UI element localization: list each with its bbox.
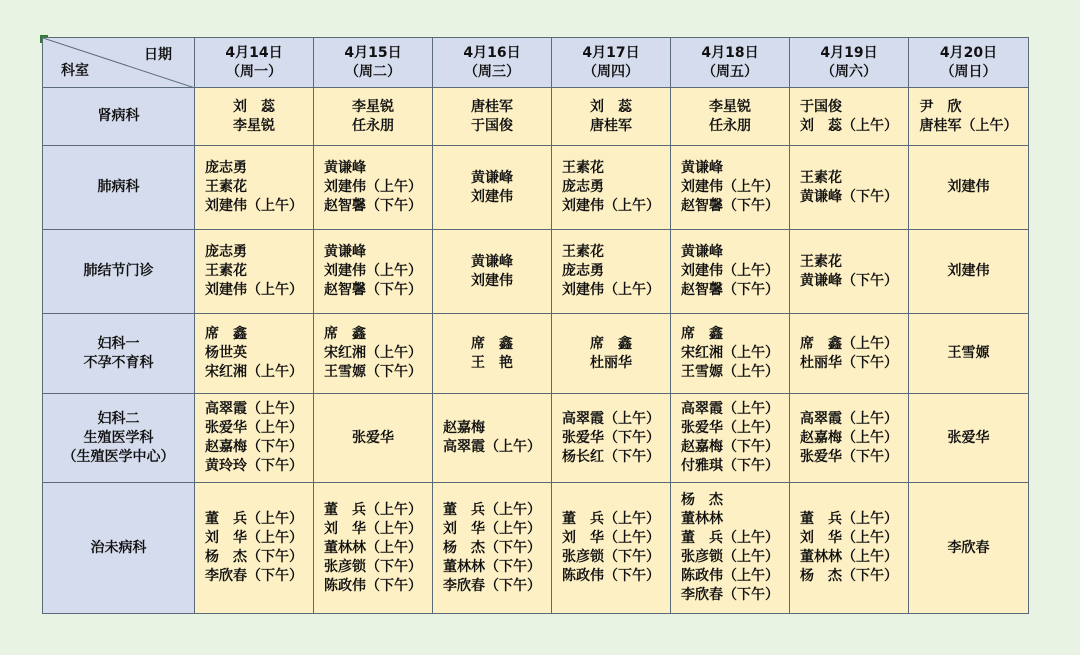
day-weekday: （周日） bbox=[940, 63, 997, 80]
schedule-cell bbox=[909, 314, 1029, 394]
doctor-list: 黄谦峰 刘建伟（上午） 赵智馨（下午） bbox=[681, 244, 779, 298]
doctor-list: 刘 蕊 李星锐 bbox=[233, 98, 275, 134]
dept-cell bbox=[43, 394, 195, 483]
day-header bbox=[671, 38, 790, 88]
schedule-cell bbox=[552, 483, 671, 614]
dept-name: 肾病科 bbox=[97, 108, 140, 124]
doctor-list: 刘 蕊 唐桂军 bbox=[590, 98, 632, 134]
schedule-cell bbox=[909, 483, 1029, 614]
schedule-cell bbox=[195, 314, 314, 394]
doctor-list: 席 鑫 宋红湘（上午） 王雪嫄（上午） bbox=[681, 326, 779, 380]
doctor-list: 刘建伟 bbox=[947, 263, 990, 279]
schedule-cell bbox=[790, 230, 909, 314]
schedule-cell bbox=[433, 230, 552, 314]
doctor-list: 席 鑫 杨世英 宋红湘（上午） bbox=[205, 326, 303, 380]
day-header bbox=[433, 38, 552, 88]
schedule-cell bbox=[314, 230, 433, 314]
schedule-cell bbox=[195, 394, 314, 483]
table-row bbox=[43, 483, 1029, 614]
doctor-list: 王素花 庞志勇 刘建伟（上午） bbox=[562, 244, 660, 298]
doctor-list: 赵嘉梅 高翠霞（上午） bbox=[443, 420, 541, 455]
dept-cell bbox=[43, 314, 195, 394]
day-weekday: （周二） bbox=[345, 63, 401, 80]
schedule-cell bbox=[790, 483, 909, 614]
dept-name: 妇科一 不孕不育科 bbox=[83, 335, 154, 371]
schedule-cell bbox=[433, 146, 552, 230]
doctor-list: 黄谦峰 刘建伟（上午） 赵智馨（下午） bbox=[324, 160, 422, 214]
day-date: 4月19日 bbox=[820, 44, 878, 61]
day-date: 4月14日 bbox=[225, 44, 283, 61]
doctor-list: 高翠霞（上午） 张爱华（下午） 杨长红（下午） bbox=[562, 410, 660, 465]
doctor-list: 张爱华 bbox=[352, 429, 394, 446]
schedule-cell bbox=[671, 483, 790, 614]
corner-dept-label: 科室 bbox=[61, 63, 89, 79]
day-date: 4月20日 bbox=[939, 44, 998, 61]
doctor-list: 董 兵（上午） 刘 华（上午） 董林林（上午） 杨 杰（下午） bbox=[800, 511, 898, 584]
doctor-list: 董 兵（上午） 刘 华（上午） 杨 杰（下午） 李欣春（下午） bbox=[205, 511, 303, 584]
schedule-cell bbox=[671, 394, 790, 483]
schedule-cell bbox=[314, 483, 433, 614]
doctor-list: 董 兵（上午） 刘 华（上午） 董林林（上午） 张彦锁（下午） 陈政伟（下午） bbox=[324, 501, 422, 594]
dept-name: 肺病科 bbox=[97, 179, 140, 195]
schedule-cell bbox=[552, 314, 671, 394]
doctor-list: 董 兵（上午） 刘 华（上午） 张彦锁（下午） 陈政伟（下午） bbox=[562, 511, 660, 584]
doctor-list: 席 鑫 杜丽华 bbox=[590, 335, 632, 371]
doctor-list: 王素花 黄谦峰（下午） bbox=[800, 169, 898, 205]
schedule-cell bbox=[195, 230, 314, 314]
doctor-list: 张爱华 bbox=[947, 429, 990, 446]
day-weekday: （周一） bbox=[226, 63, 282, 80]
doctor-list: 庞志勇 王素花 刘建伟（上午） bbox=[205, 160, 303, 214]
day-header bbox=[314, 38, 433, 88]
day-header bbox=[909, 38, 1029, 88]
doctor-list: 杨 杰 董林林 董 兵（上午） 张彦锁（上午） 陈政伟（上午） 李欣春（下午） bbox=[681, 492, 779, 603]
dept-cell bbox=[43, 146, 195, 230]
doctor-list: 黄谦峰 刘建伟（上午） 赵智馨（下午） bbox=[324, 244, 422, 298]
doctor-list: 唐桂军 于国俊 bbox=[471, 98, 513, 134]
dept-name: 肺结节门诊 bbox=[83, 263, 154, 279]
schedule-cell bbox=[433, 483, 552, 614]
day-weekday: （周六） bbox=[821, 63, 877, 80]
table-row bbox=[43, 314, 1029, 394]
day-header bbox=[790, 38, 909, 88]
dept-name: 妇科二 生殖医学科 （生殖医学中心） bbox=[62, 410, 175, 465]
doctor-list: 尹 欣 唐桂军（上午） bbox=[919, 98, 1018, 134]
schedule-cell bbox=[909, 230, 1029, 314]
schedule-cell bbox=[790, 314, 909, 394]
schedule-cell bbox=[790, 394, 909, 483]
schedule-cell bbox=[314, 314, 433, 394]
day-date: 4月18日 bbox=[701, 44, 759, 61]
doctor-list: 黄谦峰 刘建伟（上午） 赵智馨（下午） bbox=[681, 160, 779, 214]
schedule-cell bbox=[433, 394, 552, 483]
doctor-list: 庞志勇 王素花 刘建伟（上午） bbox=[205, 244, 303, 298]
doctor-list: 席 鑫（上午） 杜丽华（下午） bbox=[800, 335, 898, 371]
schedule-cell bbox=[909, 146, 1029, 230]
day-date: 4月16日 bbox=[463, 44, 521, 61]
dept-cell bbox=[43, 230, 195, 314]
doctor-list: 董 兵（上午） 刘 华（上午） 杨 杰（下午） 董林林（下午） 李欣春（下午） bbox=[443, 501, 541, 594]
schedule-cell bbox=[909, 394, 1029, 483]
day-weekday: （周四） bbox=[583, 63, 639, 80]
doctor-list: 李欣春 bbox=[947, 539, 990, 556]
schedule-cell bbox=[433, 88, 552, 146]
schedule-cell bbox=[314, 146, 433, 230]
doctor-list: 黄谦峰 刘建伟 bbox=[471, 169, 513, 205]
schedule-cell bbox=[433, 314, 552, 394]
schedule-cell bbox=[314, 88, 433, 146]
dept-cell bbox=[43, 88, 195, 146]
schedule-cell bbox=[552, 88, 671, 146]
dept-name: 治未病科 bbox=[90, 539, 147, 556]
doctor-list: 席 鑫 宋红湘（上午） 王雪嫄（下午） bbox=[324, 326, 422, 380]
table-row bbox=[43, 230, 1029, 314]
day-header bbox=[195, 38, 314, 88]
table-row bbox=[43, 394, 1029, 483]
day-header bbox=[552, 38, 671, 88]
schedule-cell bbox=[552, 394, 671, 483]
doctor-list: 高翠霞（上午） 张爱华（上午） 赵嘉梅（下午） 黄玲玲（下午） bbox=[205, 401, 303, 474]
doctor-list: 王雪嫄 bbox=[947, 345, 990, 361]
corner-cell bbox=[43, 38, 195, 88]
day-date: 4月15日 bbox=[344, 44, 402, 61]
schedule-cell bbox=[314, 394, 433, 483]
doctor-list: 刘建伟 bbox=[947, 179, 990, 195]
doctor-list: 黄谦峰 刘建伟 bbox=[471, 253, 513, 289]
table-row bbox=[43, 146, 1029, 230]
corner-date-label: 日期 bbox=[144, 47, 172, 63]
doctor-list: 王素花 庞志勇 刘建伟（上午） bbox=[562, 160, 660, 214]
schedule-cell bbox=[671, 146, 790, 230]
doctor-list: 李星锐 任永朋 bbox=[352, 98, 394, 134]
schedule-cell bbox=[671, 88, 790, 146]
schedule-cell bbox=[909, 88, 1029, 146]
day-weekday: （周五） bbox=[702, 63, 758, 80]
schedule-cell bbox=[790, 146, 909, 230]
doctor-list: 席 鑫 王 艳 bbox=[471, 335, 513, 371]
schedule-cell bbox=[552, 230, 671, 314]
doctor-list: 李星锐 任永朋 bbox=[709, 98, 751, 134]
schedule-cell bbox=[552, 146, 671, 230]
schedule-cell bbox=[195, 88, 314, 146]
schedule-cell bbox=[671, 314, 790, 394]
doctor-list: 高翠霞（上午） 赵嘉梅（上午） 张爱华（下午） bbox=[800, 410, 898, 465]
day-date: 4月17日 bbox=[582, 44, 640, 61]
schedule-cell bbox=[671, 230, 790, 314]
schedule-frame bbox=[42, 37, 1029, 614]
doctor-list: 于国俊 刘 蕊（上午） bbox=[800, 98, 898, 134]
day-weekday: （周三） bbox=[464, 63, 520, 80]
table-row bbox=[43, 88, 1029, 146]
schedule-cell bbox=[790, 88, 909, 146]
doctor-list: 高翠霞（上午） 张爱华（上午） 赵嘉梅（下午） 付雅琪（下午） bbox=[681, 401, 779, 474]
dept-cell bbox=[43, 483, 195, 614]
schedule-cell bbox=[195, 483, 314, 614]
schedule-table bbox=[42, 37, 1029, 614]
schedule-cell bbox=[195, 146, 314, 230]
doctor-list: 王素花 黄谦峰（下午） bbox=[800, 253, 898, 289]
header-row bbox=[43, 38, 1029, 88]
